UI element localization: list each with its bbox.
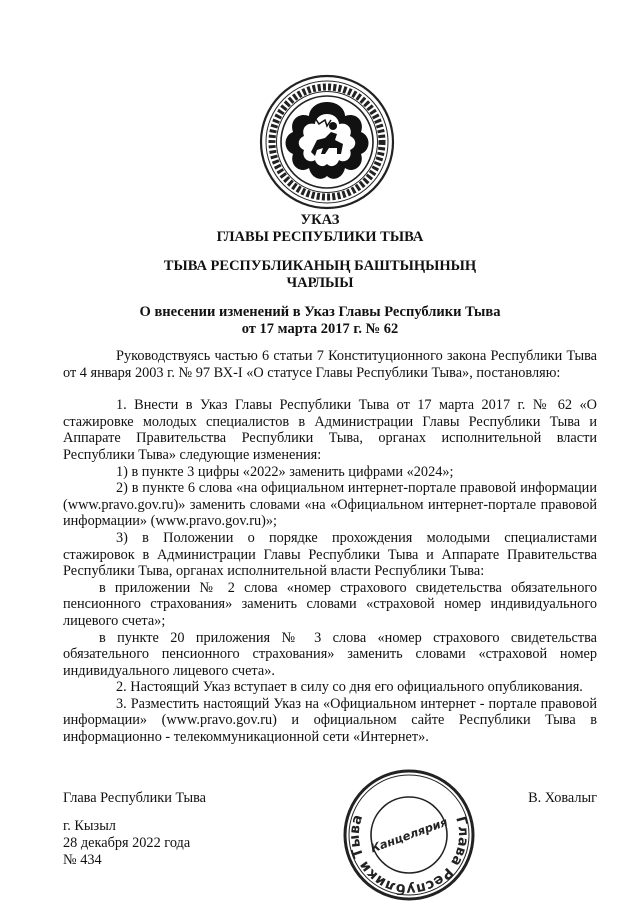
round-office-stamp-icon — [342, 768, 476, 902]
decree-subject-line1: О внесении изменений в Указ Главы Республики Тыва — [139, 304, 501, 320]
stamp-ring-text: Глава Республики Тыва — [346, 812, 472, 898]
paragraph-1-item-1: 1) в пункте 3 цифры «2022» заменить цифрами «2024»; — [116, 463, 454, 480]
preamble-paragraph: Руководствуясь частью 6 статьи 7 Конституционного закона Республики Тыва от 4 января 2003 г. № 97 ВХ-I «О статусе Главы Республики Тыва», постановляю: — [63, 348, 597, 381]
issue-details — [63, 818, 190, 869]
paragraph-3: 3. Разместить настоящий Указ на «Официальном интернет - портале правовой информации» (www.pravo.gov.ru) и официальном сайте Республики Тыва в информационно - телекоммуникационной сети «Интернет». — [63, 695, 597, 746]
paragraph-1-item-3a: в приложении № 2 слова «номер страхового свидетельства обязательного пенсионного страхования» заменить словами «страховой номер индивидуального лицевого счета»; — [63, 579, 597, 629]
decree-issuer: ГЛАВЫ РЕСПУБЛИКИ ТЫВА — [216, 229, 424, 245]
decree-title-tyva-line1: ТЫВА РЕСПУБЛИКАНЫҢ БАШТЫҢЫНЫҢ — [163, 258, 477, 274]
issue-date: 28 декабря 2022 года — [63, 835, 191, 851]
paragraph-1-item-2: 2) в пункте 6 слова «на официальном интернет-портале правовой информации (www.pravo.gov.ru)» заменить словами «на «Официальном интернет-портале правовой информации» (www.pravo.gov.ru)»; — [63, 480, 597, 530]
paragraph-1: 1. Внести в Указ Главы Республики Тыва от 17 марта 2017 г. № 62 «О стажировке молодых специалистов в Администрации Главы Республики Тыва и Аппарате Правительства Республики Тыва, органах исполнительной власти Республики Тыва» следующие изменения: — [63, 397, 597, 463]
tyva-coat-of-arms-icon — [259, 74, 395, 210]
decree-subject-block — [0, 304, 640, 338]
decree-title-tyva-block — [0, 258, 640, 292]
stamp-center-text: Канцелярия — [368, 814, 450, 856]
paragraph-1-item-3b: в пункте 20 приложения № 3 слова «номер страхового свидетельства обязательного пенсионного страхования» заменить словами «страховой номер индивидуального лицевого счета». — [63, 629, 597, 679]
decree-title-tyva-line2: ЧАРЛЫЫ — [286, 275, 354, 291]
paragraph-2: 2. Настоящий Указ вступает в силу со дня его официального опубликования. — [116, 679, 583, 696]
signatory-name: В. Ховалыг — [528, 790, 597, 806]
paragraph-1-item-3: 3) в Положении о порядке прохождения молодыми специалистами стажировок в Администрации Главы Республики Тыва и Аппарате Правительства Республики Тыва, органах исполнительной власти Республики Тыва: — [63, 529, 597, 580]
signatory-title: Глава Республики Тыва — [63, 790, 206, 806]
decree-subject-line2: от 17 марта 2017 г. № 62 — [241, 321, 399, 337]
decree-title-block — [0, 212, 640, 246]
issue-city: г. Кызыл — [63, 818, 116, 834]
decree-body — [63, 348, 597, 746]
issue-number: № 434 — [63, 852, 102, 868]
decree-title: УКАЗ — [300, 212, 340, 228]
